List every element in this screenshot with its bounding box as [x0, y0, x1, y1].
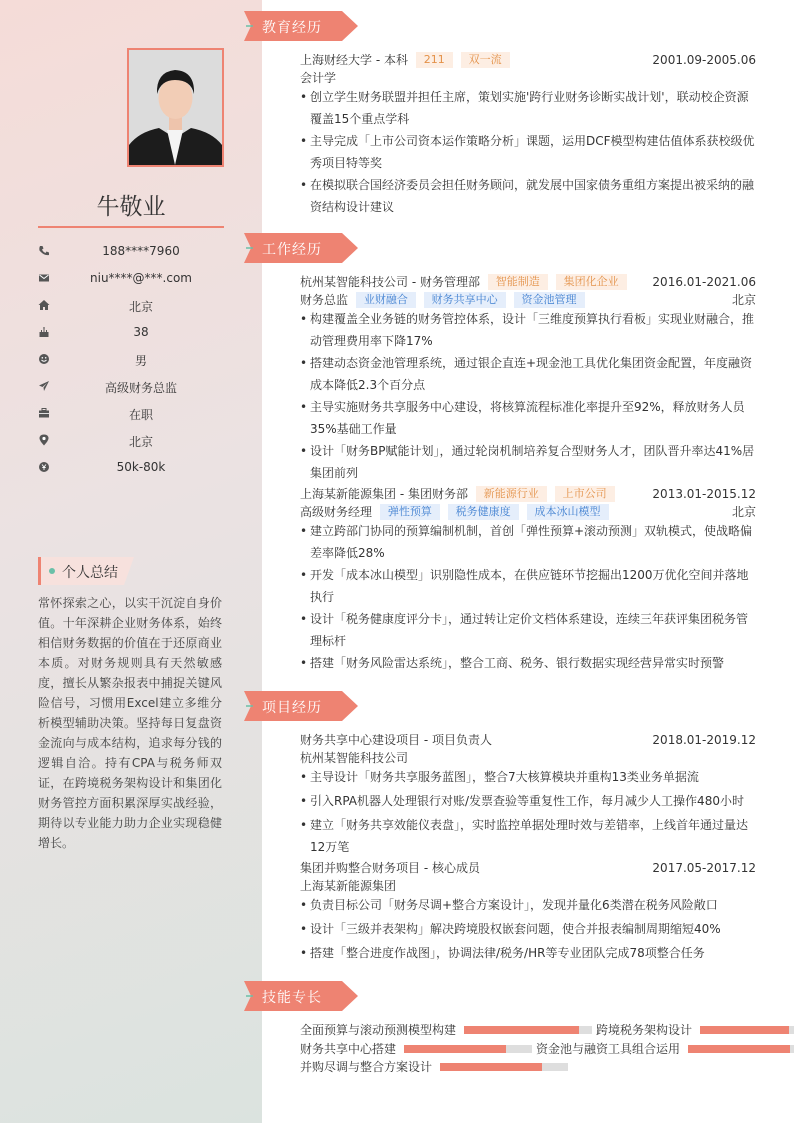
- work-role-line: [300, 503, 756, 521]
- info-value: 50k-80k: [116, 460, 166, 474]
- work-bullet: • 搭建「财务风险雷达系统」，整合工商、税务、银行数据实现经营异常实时预警: [300, 656, 725, 670]
- industry-tag: 上市公司: [555, 486, 615, 502]
- info-gender: [38, 346, 224, 373]
- section-title: 教育经历: [262, 20, 322, 36]
- info-age: [38, 319, 224, 346]
- info-value: 北京: [128, 300, 153, 314]
- project-bullet: • 负责目标公司「财务尽调+整合方案设计」，发现并量化6类潜在税务风险敞口: [300, 898, 718, 912]
- info-email: [38, 265, 224, 292]
- work-header: [300, 485, 756, 503]
- skill-item: [536, 1040, 680, 1058]
- project-title: 财务共享中心建设项目 - 项目负责人: [300, 733, 492, 747]
- info-home: [38, 292, 224, 319]
- summary-title: 个人总结: [62, 565, 118, 581]
- skill-item: [300, 1058, 432, 1076]
- work-bullet: • 设计「税务健康度评分卡」，通过转让定价文档体系建设，连续三年获评集团税务管理标杆: [300, 612, 749, 648]
- skill-name: 资金池与融资工具组合运用: [536, 1042, 681, 1056]
- project-bullet: • 搭建「整合进度作战图」，协调法律/税务/HR等专业团队完成78项整合任务: [300, 946, 705, 960]
- education-bullet: • 在模拟联合国经济委员会担任财务顾问，就发展中国家债务重组方案提出被采纳的融资结构设计建议: [300, 178, 755, 214]
- skill-bar-fill: [464, 1026, 579, 1034]
- education-major: 会计学: [300, 71, 337, 85]
- skill-tag: 业财融合: [356, 292, 416, 308]
- info-value: 38: [133, 325, 149, 339]
- industry-tag: 新能源行业: [476, 486, 547, 502]
- school-tag: 双一流: [461, 52, 510, 68]
- section-education: [244, 11, 358, 41]
- work-bullet: • 设计「财务BP赋能计划」，通过轮岗机制培养复合型财务人才，团队晋升率达41%居集团前列: [300, 444, 755, 480]
- work-bullet: • 构建覆盖全业务链的财务管控体系，设计「三维度预算执行看板」实现业财融合，推动管理费用率下降17%: [300, 312, 755, 348]
- avatar: [127, 48, 224, 167]
- education-period: 2001.09-2005.06: [652, 53, 756, 67]
- summary-text: 常怀探索之心，以实干沉淀自身价值。十年深耕企业财务体系，始终相信财务数据的价值在于还原商业本质。对财务规则具有天然敏感度，擅长从繁杂报表中捕捉关键风险信号，习惯用Excel建立多维分析模型辅助决策。坚持每日复盘资金流向与成本结构，追求每分钱的逻辑自洽。持有CPA与税务师双证，在跨境税务架构设计和集团化财务管控方面积累深厚实战经验，期待以专业能力助力企业实现稳健增长。: [38, 596, 222, 850]
- work-company: 上海某新能源集团 - 集团财务部: [300, 487, 468, 501]
- project-header: [300, 859, 756, 877]
- work-period: 2013.01-2015.12: [652, 487, 756, 501]
- skill-tag: 税务健康度: [448, 504, 519, 520]
- project-title: 集团并购整合财务项目 - 核心成员: [300, 861, 480, 875]
- skill-tag: 财务共享中心: [424, 292, 506, 308]
- industry-tag: 智能制造: [488, 274, 548, 290]
- name-divider: [38, 226, 224, 228]
- summary-header: [38, 557, 134, 585]
- skill-tag: 资金池管理: [514, 292, 585, 308]
- info-value: 188****7960: [102, 244, 180, 258]
- section-title: 项目经历: [262, 700, 322, 716]
- info-status: [38, 400, 224, 427]
- work-period: 2016.01-2021.06: [652, 275, 756, 289]
- work-role: 高级财务经理: [300, 505, 373, 519]
- home-icon: [38, 299, 50, 311]
- work-bullet: • 开发「成本冰山模型」识别隐性成本，在供应链环节挖掘出1200万优化空间并落地执行: [300, 568, 749, 604]
- section-title: 工作经历: [262, 242, 322, 258]
- briefcase-icon: [38, 407, 50, 419]
- work-role-line: [300, 291, 756, 309]
- skill-name: 并购尽调与整合方案设计: [300, 1060, 433, 1074]
- avatar-portrait-icon: [129, 50, 222, 165]
- work-city: 北京: [731, 293, 756, 307]
- skill-bar: [464, 1026, 592, 1034]
- education-bullet: • 主导完成「上市公司资本运作策略分析」课题，运用DCF模型构建估值体系获校级优秀项目特等奖: [300, 134, 755, 170]
- info-value: 男: [134, 354, 147, 368]
- info-value: niu****@***.com: [90, 271, 192, 285]
- section-skills: [244, 981, 358, 1011]
- info-position: [38, 373, 224, 400]
- skill-item: [300, 1021, 456, 1039]
- education-header: [300, 51, 756, 69]
- skill-name: 跨境税务架构设计: [596, 1023, 693, 1037]
- work-role: 财务总监: [300, 293, 349, 307]
- school-tag: 211: [416, 52, 453, 68]
- school-name: 上海财经大学 - 本科: [300, 53, 408, 67]
- info-value: 高级财务总监: [104, 381, 177, 395]
- skill-name: 全面预算与滚动预测模型构建: [300, 1023, 457, 1037]
- salary-icon: [38, 461, 50, 473]
- industry-tag: 集团化企业: [556, 274, 627, 290]
- skill-item: [596, 1021, 692, 1039]
- info-phone: [38, 238, 224, 265]
- project-bullet: • 设计「三级并表架构」解决跨境股权嵌套问题，使合并报表编制周期缩短40%: [300, 922, 721, 936]
- work-bullet: • 搭建动态资金池管理系统，通过银企直连+现金池工具优化集团资金配置，年度融资成本降低2.3个百分点: [300, 356, 753, 392]
- info-value: 北京: [128, 435, 153, 449]
- skill-bar-fill: [688, 1045, 790, 1053]
- candidate-name: 牛敬业: [96, 194, 166, 220]
- education-bullet: • 创立学生财务联盟并担任主席，策划实施'跨行业财务诊断实战计划'，联动校企资源覆盖15个重点学科: [300, 90, 749, 126]
- send-icon: [38, 380, 50, 392]
- skill-bar: [700, 1026, 794, 1034]
- section-project: [244, 691, 358, 721]
- phone-icon: [38, 245, 50, 257]
- project-period: 2017.05-2017.12: [652, 861, 756, 875]
- section-title: 技能专长: [262, 990, 322, 1006]
- smile-icon: [38, 353, 50, 365]
- work-header: [300, 273, 756, 291]
- section-work: [244, 233, 358, 263]
- project-bullet: • 建立「财务共享效能仪表盘」，实时监控单据处理时效与差错率，上线首年通过量达12万笔: [300, 818, 749, 854]
- project-company: 上海某新能源集团: [300, 879, 397, 893]
- skill-tag: 弹性预算: [380, 504, 440, 520]
- info-salary: [38, 454, 224, 481]
- skill-bar: [688, 1045, 794, 1053]
- skill-bar-fill: [440, 1063, 542, 1071]
- project-header: [300, 731, 756, 749]
- cake-icon: [38, 326, 50, 338]
- project-bullet: • 主导设计「财务共享服务蓝图」，整合7大核算模块并重构13类业务单据流: [300, 770, 699, 784]
- skill-item: [300, 1040, 396, 1058]
- project-company: 杭州某智能科技公司: [300, 751, 409, 765]
- skill-tag: 成本冰山模型: [527, 504, 609, 520]
- info-value: 在职: [128, 408, 153, 422]
- skill-bar-fill: [700, 1026, 789, 1034]
- skill-bar-fill: [404, 1045, 506, 1053]
- skill-name: 财务共享中心搭建: [300, 1042, 397, 1056]
- work-city: 北京: [731, 505, 756, 519]
- mail-icon: [38, 272, 50, 284]
- work-company: 杭州某智能科技公司 - 财务管理部: [300, 275, 480, 289]
- skill-bar: [404, 1045, 532, 1053]
- sidebar: [0, 0, 262, 1123]
- work-bullet: • 建立跨部门协同的预算编制机制，首创「弹性预算+滚动预测」双轨模式，使战略偏差率降低28%: [300, 524, 753, 560]
- work-bullet: • 主导实施财务共享服务中心建设，将核算流程标准化率提升至92%，释放财务人员35%基础工作量: [300, 400, 745, 436]
- info-location: [38, 427, 224, 454]
- skill-bar: [440, 1063, 568, 1071]
- personal-info: [38, 238, 224, 481]
- location-icon: [38, 434, 50, 446]
- project-period: 2018.01-2019.12: [652, 733, 756, 747]
- project-bullet: • 引入RPA机器人处理银行对账/发票查验等重复性工作，每月减少人工操作480小时: [300, 794, 744, 808]
